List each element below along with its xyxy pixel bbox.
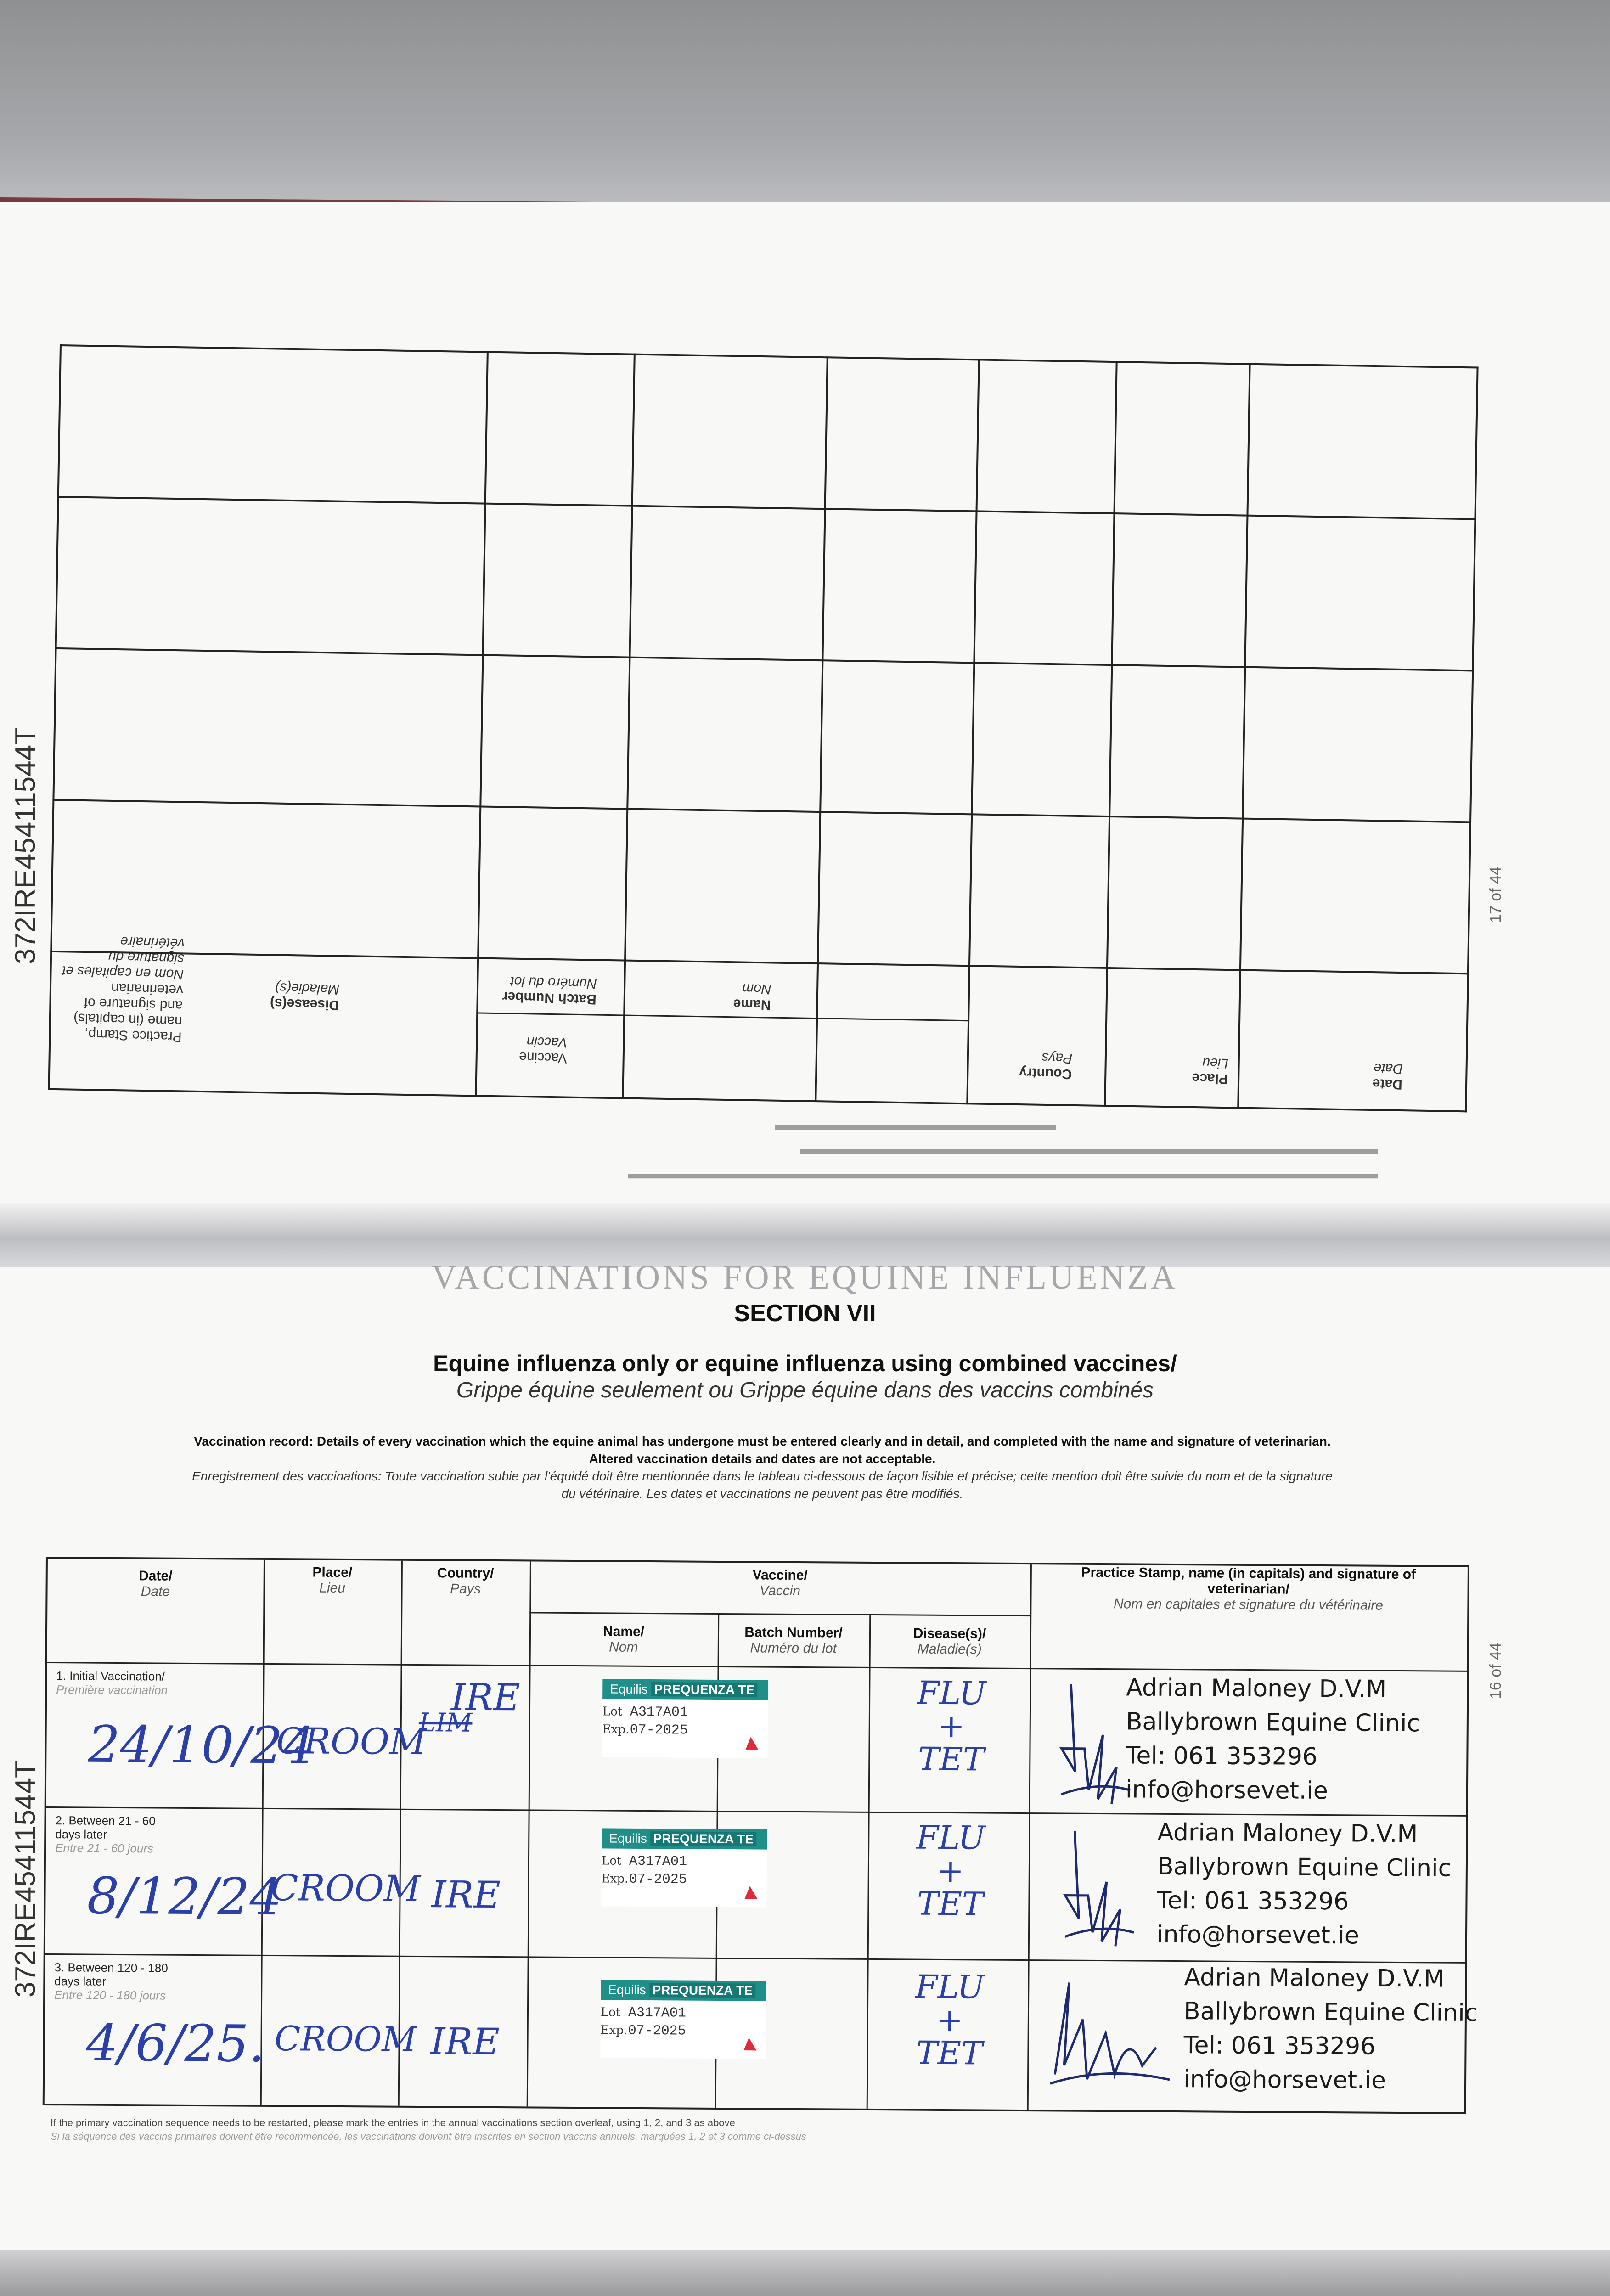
row-1-place: CROOM [276, 1721, 426, 1763]
row-3-sticker-lot: Lot A317A01 Exp.07-2025 [600, 2005, 687, 2039]
upper-header-date: Date Date [1372, 1060, 1403, 1092]
row-2-sticker-header: Equilis PREQUENZA TE [602, 1828, 767, 1849]
row-2-signature-icon [1047, 1826, 1139, 1951]
header-vaccine-name: Name/ Nom [602, 1624, 645, 1655]
row-2-diseases: FLU + TET [916, 1818, 985, 1923]
header-vaccine: Vaccine/ Vaccin [752, 1567, 808, 1599]
row-3-date: 4/6/25. [86, 2013, 265, 2073]
row-1-sticker-header: Equilis PREQUENZA TE [602, 1679, 768, 1700]
upper-page-number: 17 of 44 [1487, 867, 1504, 923]
row-1-label: 1. Initial Vaccination/ Première vaccination [56, 1669, 168, 1697]
row-3-vaccine-sticker [600, 1980, 766, 2059]
record-en-1: Vaccination record: Details of every vaccination which the equine animal has undergone must be entered clearly and in detail, and completed with the name and signature of veterinarian. [194, 1434, 1331, 1448]
row-1-country: IRE [450, 1676, 520, 1719]
row-3-practice-stamp: Adrian Maloney D.V.M Ballybrown Equine Clinic Tel: 061 353296 info@horsevet.ie [1183, 1964, 1478, 2094]
row-1-signature-icon [1043, 1679, 1136, 1808]
row-1-vaccine-sticker [602, 1679, 768, 1758]
influenza-vaccination-table [43, 1557, 1478, 2114]
row-2-country: IRE [431, 1873, 501, 1917]
page-title: Equine influenza only or equine influenza using combined vaccines/ [433, 1351, 1177, 1376]
row-2-sticker-logo-icon [744, 1886, 757, 1899]
row-3-signature-icon [1036, 1973, 1175, 2093]
row-1-date: 24/10/24 [88, 1715, 315, 1775]
record-fr-2: du vétérinaire. Les dates et vaccinations ne peuvent pas être modifiés. [561, 1486, 963, 1501]
faded-heading: VACCINATIONS FOR EQUINE INFLUENZA [432, 1259, 1178, 1296]
header-diseases: Disease(s)/ Maladie(s) [913, 1626, 986, 1657]
page-fold-gutter [0, 1203, 1610, 1267]
upper-header-batch: Batch Number Numéro du lot [502, 974, 597, 1007]
page-title-french: Grippe équine seulement ou Grippe équine dans des vaccins combinés [456, 1378, 1154, 1402]
footnote [51, 2116, 806, 2144]
upper-header-place: Place Lieu [1192, 1055, 1229, 1087]
upper-header-stamp: Practice Stamp, name (in capitals) and signature of veterinarian Nom en capitales et signature du vétérinaire [62, 934, 185, 1045]
header-country: Country/ Pays [437, 1565, 494, 1597]
header-place: Place/ Lieu [312, 1564, 353, 1596]
upper-header-country: Country Pays [1019, 1050, 1073, 1082]
row-2-label: 2. Between 21 - 60 days later Entre 21 - 60 jours [55, 1813, 156, 1856]
header-date: Date/ Date [138, 1568, 173, 1599]
row-3-country: IRE [430, 2020, 500, 2064]
row-1-sticker-logo-icon [745, 1737, 758, 1750]
upper-table [48, 344, 1478, 1120]
section-title: SECTION VII [734, 1300, 876, 1327]
upper-header-disease: Disease(s) Maladie(s) [270, 979, 340, 1013]
lower-page-number: 16 of 44 [1487, 1643, 1504, 1699]
row-3-sticker-header: Equilis PREQUENZA TE [601, 1980, 766, 2001]
upper-header-vaccine: Vaccine Vaccin [518, 1034, 568, 1066]
scanner-bottom-edge [0, 2250, 1610, 2296]
upper-header-name: Name Nom [733, 980, 772, 1013]
footnote-en: If the primary vaccination sequence needs to be restarted, please mark the entries in the annual vaccinations section overleaf, using 1, 2, and 3 as above [51, 2117, 735, 2128]
upper-side-code: 372IRE45411544T [10, 727, 41, 964]
row-2-place: CROOM [270, 1868, 421, 1910]
row-3-label: 3. Between 120 - 180 days later Entre 120 - 180 jours [54, 1960, 168, 2003]
row-1-sticker-lot: Lot A317A01 Exp.07-2025 [602, 1704, 688, 1739]
record-en-2: Altered vaccination details and dates are not acceptable. [589, 1452, 936, 1466]
record-fr-1: Enregistrement des vaccinations: Toute vaccination subie par l'équidé doit être mentionnée dans le tableau ci-dessous de façon lisible et précise; cette mention doit être suivie du nom et de la signature [192, 1469, 1333, 1483]
row-1-practice-stamp: Adrian Maloney D.V.M Ballybrown Equine Clinic Tel: 061 353296 info@horsevet.ie [1125, 1674, 1420, 1805]
row-2-vaccine-sticker [601, 1828, 767, 1907]
header-batch-number: Batch Number/ Numéro du lot [744, 1625, 843, 1656]
row-2-practice-stamp: Adrian Maloney D.V.M Ballybrown Equine Clinic Tel: 061 353296 info@horsevet.ie [1156, 1818, 1452, 1950]
lower-side-code: 372IRE45411544T [10, 1761, 41, 1998]
header-practice-stamp: Practice Stamp, name (in capitals) and signature of veterinarian/ Nom en capitales et signature du vétérinaire [1081, 1564, 1416, 1613]
row-1-diseases: FLU + TET [917, 1674, 986, 1778]
row-1-country-struck: LIM [418, 1707, 473, 1738]
row-2-date: 8/12/24 [87, 1866, 282, 1927]
row-3-diseases: FLU + TET [915, 1968, 985, 2072]
upper-table-header [47, 934, 1470, 1122]
row-3-sticker-logo-icon [743, 2037, 756, 2050]
vaccination-record-instructions [51, 1433, 1474, 1503]
upper-page-bleed-through-notes: ▬▬▬▬▬▬▬▬▬▬▬▬▬▬▬▬▬▬▬▬▬▬▬▬▬▬▬▬▬▬▬▬▬▬▬▬▬▬▬▬▬▬▬▬▬▬▬▬ ▬▬▬▬▬▬▬▬▬▬▬▬▬▬▬▬▬▬▬▬▬▬▬▬▬▬▬▬▬▬▬▬▬▬▬▬▬ ▬▬▬▬▬▬▬▬▬▬▬▬▬▬▬▬▬▬ [628, 1121, 1378, 1187]
row-3-place: CROOM [274, 2019, 417, 2060]
footnote-fr: Si la séquence des vaccins primaires doivent être recommencée, les vaccinations doivent être inscrites en section vaccins annuels, marquées 1, 2 et 3 comme ci-dessus [51, 2131, 806, 2142]
row-2-sticker-lot: Lot A317A01 Exp.07-2025 [601, 1853, 687, 1888]
